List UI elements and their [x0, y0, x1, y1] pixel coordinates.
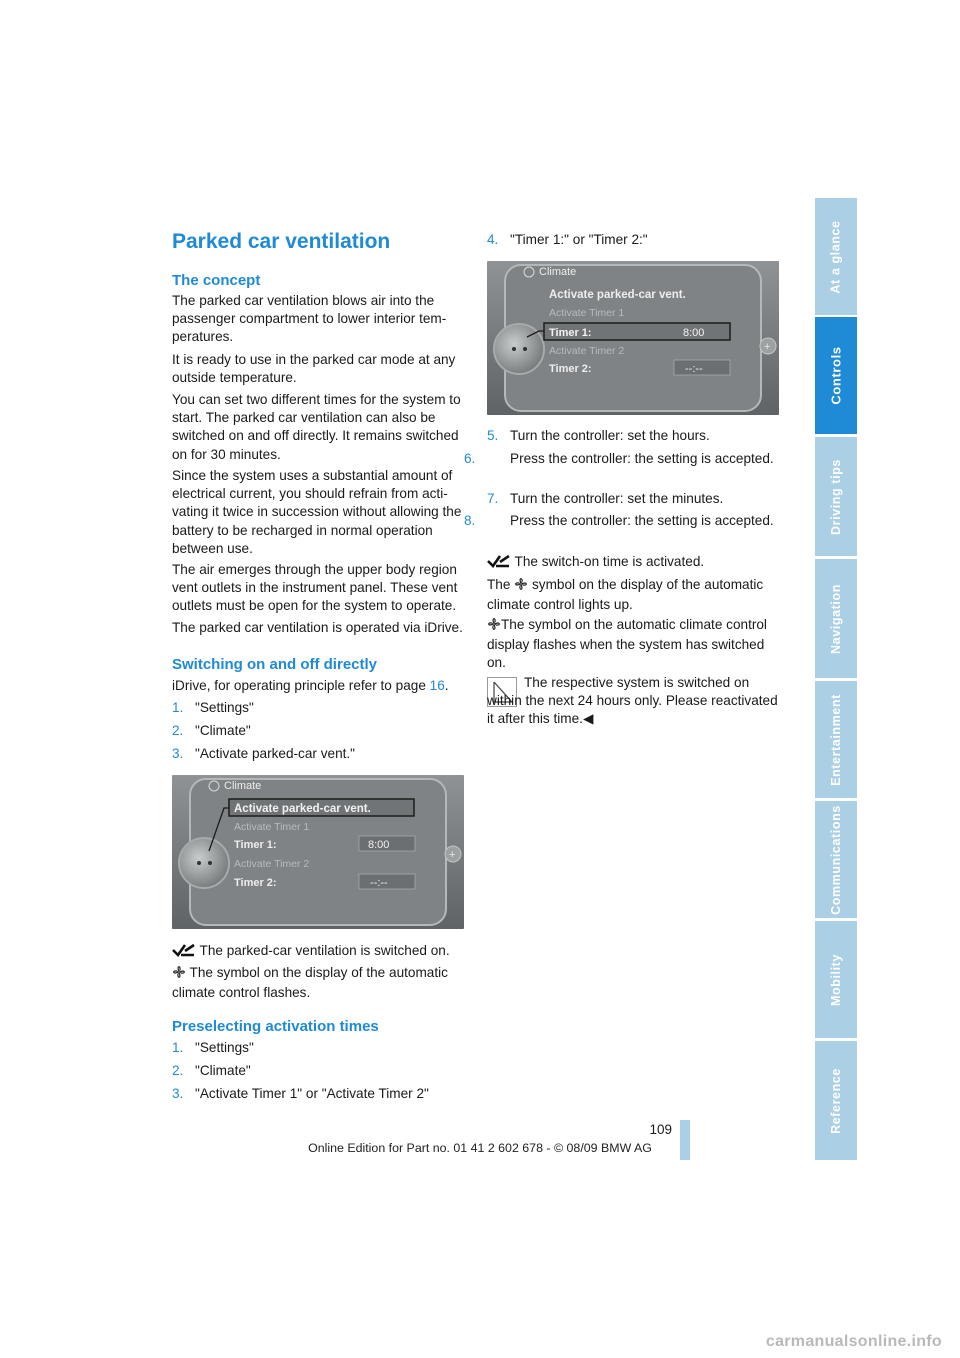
fan-icon [172, 965, 186, 984]
step-number: 3. [172, 746, 184, 761]
screen-label-timer1: Timer 1: [549, 327, 592, 339]
screen-title: Climate [539, 266, 577, 278]
right-fan-line [487, 576, 779, 614]
direct-heading: Switching on and off directly [172, 656, 378, 673]
step-text: "Climate" [195, 1063, 251, 1078]
direct-intro [172, 677, 464, 695]
screen-item-timer1: Activate Timer 1 [234, 821, 310, 833]
checkmark-icon [172, 943, 196, 962]
screen-item-timer2: Activate Timer 2 [234, 858, 310, 870]
footer-text: Online Edition for Part no. 01 41 2 602 678 - © 08/09 BMW AG [308, 1141, 652, 1155]
step-text: "Climate" [195, 723, 251, 738]
tab-communications[interactable] [815, 801, 857, 918]
direct-intro-end: . [444, 678, 449, 693]
preselect-step-1 [172, 1039, 464, 1057]
screen-value-timer2: --:-- [685, 363, 703, 375]
step-number: 5. [487, 428, 499, 443]
step-number: 1. [172, 1040, 184, 1055]
right-fan-flash-line [487, 616, 779, 673]
svg-text:+: + [764, 341, 771, 353]
screen-value-timer2: --:-- [370, 877, 388, 889]
direct-check-text: The parked-car ventilation is switched on. [199, 943, 450, 958]
page-number: 109 [649, 1122, 672, 1137]
watermark: carmanualsonline.info [765, 1333, 942, 1350]
direct-fan-line [172, 964, 464, 1002]
tab-label: Reference [829, 1067, 844, 1134]
screen-label-timer2: Timer 2: [549, 363, 592, 375]
right-fan-text-end: symbol on the display of the automatic climate control lights up. [487, 577, 764, 613]
step-text: Press the controller: the setting is accepted. [510, 451, 774, 466]
note-paragraph [487, 674, 779, 729]
tab-label: At a glance [829, 219, 844, 294]
screen-item-vent: Activate parked-car vent. [234, 803, 371, 815]
tab-entertainment[interactable] [815, 681, 857, 798]
direct-fan-text: The symbol on the display of the automatic climate control flashes. [172, 965, 448, 1001]
idrive-screen-activate-vent [172, 775, 464, 929]
screen-title: Climate [224, 780, 262, 792]
tab-label: Entertainment [829, 693, 843, 786]
screen-value-timer1: 8:00 [683, 327, 705, 339]
concept-paragraph-6: The parked car ventilation is operated via iDrive. [172, 620, 463, 635]
step-text: Turn the controller: set the minutes. [510, 491, 724, 506]
tab-label: Driving tips [829, 458, 843, 535]
step-number: 4. [487, 232, 499, 247]
step-text: "Timer 1:" or "Timer 2:" [510, 232, 648, 247]
step-number: 1. [172, 700, 184, 715]
tab-controls[interactable] [815, 317, 857, 434]
tab-navigation[interactable] [815, 559, 857, 678]
step-number: 8. [464, 513, 476, 528]
step-text: "Settings" [195, 700, 254, 715]
concept-paragraph-3: You can set two different times for the system to start. The parked car ventilation can also be switched on and off directly. It remains switched on for 30 minutes. [172, 392, 461, 462]
step-text: "Activate parked-car vent." [195, 746, 356, 761]
step-text: Turn the controller: set the hours. [510, 428, 710, 443]
step-text: "Settings" [195, 1040, 254, 1055]
right-step-7 [487, 490, 779, 508]
tab-label: Navigation [829, 583, 843, 654]
step-text: "Activate Timer 1" or "Activate Timer 2" [195, 1086, 429, 1101]
page-title: Parked car ventilation [172, 230, 391, 253]
right-fan-flash-text: The symbol on the automatic climate control display flashes when the system has switched on. [487, 617, 767, 671]
direct-step-1 [172, 699, 464, 717]
preselect-step-3 [172, 1085, 464, 1103]
step-text: Press the controller: the setting is accepted. [510, 513, 774, 528]
right-step-6 [464, 450, 802, 468]
fan-icon [514, 577, 528, 596]
section-sidebar [815, 198, 857, 1160]
right-step-4 [487, 231, 779, 249]
svg-text:+: + [449, 849, 456, 861]
concept-paragraph-1: The parked car ventilation blows air into the passenger compartment to lower interior tem-peratures. [172, 293, 447, 345]
end-marker: ◀ [582, 711, 594, 727]
preselect-heading: Preselecting activation times [172, 1018, 379, 1035]
right-check-line [487, 553, 779, 573]
right-fan-text-start: The [487, 577, 515, 592]
fan-icon [487, 617, 501, 636]
tab-driving-tips[interactable] [815, 437, 857, 556]
screen-value-timer1: 8:00 [368, 839, 390, 851]
screen-item-timer2: Activate Timer 2 [549, 345, 625, 357]
idrive-screen-timer1 [487, 261, 779, 415]
tab-at-a-glance[interactable] [815, 198, 857, 315]
checkmark-icon [487, 554, 511, 573]
step-number: 6. [464, 451, 476, 466]
concept-paragraph-2: It is ready to use in the parked car mode at any outside temperature. [172, 352, 456, 386]
screen-label-timer2: Timer 2: [234, 877, 277, 889]
step-number: 2. [172, 723, 184, 738]
right-check-text: The switch-on time is activated. [514, 554, 705, 569]
screen-item-vent: Activate parked-car vent. [549, 289, 686, 301]
tab-mobility[interactable] [815, 921, 857, 1038]
right-step-5 [487, 427, 779, 445]
step-number: 7. [487, 491, 499, 506]
direct-intro-text: iDrive, for operating principle refer to page [172, 678, 430, 693]
concept-paragraph-4: Since the system uses a substantial amount of electrical current, you should refrain from acti-vating it twice in succession without allowing the battery to be recharged in normal operation between use. [172, 468, 462, 556]
tab-label: Communications [829, 804, 843, 915]
screen-label-timer1: Timer 1: [234, 839, 277, 851]
direct-step-3 [172, 745, 464, 763]
direct-step-2 [172, 722, 464, 740]
note-text: The respective system is switched on within the next 24 hours only. Please reactivated it after this time. [487, 675, 778, 727]
right-step-8 [464, 512, 802, 530]
preselect-step-2 [172, 1062, 464, 1080]
step-number: 3. [172, 1086, 184, 1101]
direct-check-line [172, 942, 464, 962]
concept-heading: The concept [172, 272, 261, 289]
tab-label: Controls [828, 346, 844, 405]
concept-paragraph-5: The air emerges through the upper body region vent outlets in the instrument panel. These vent outlets must be open for the system to operate. [172, 562, 458, 614]
tab-label: Mobility [829, 953, 843, 1006]
page-reference-link[interactable]: 16 [429, 678, 445, 693]
step-number: 2. [172, 1063, 184, 1078]
screen-item-timer1: Activate Timer 1 [549, 307, 625, 319]
